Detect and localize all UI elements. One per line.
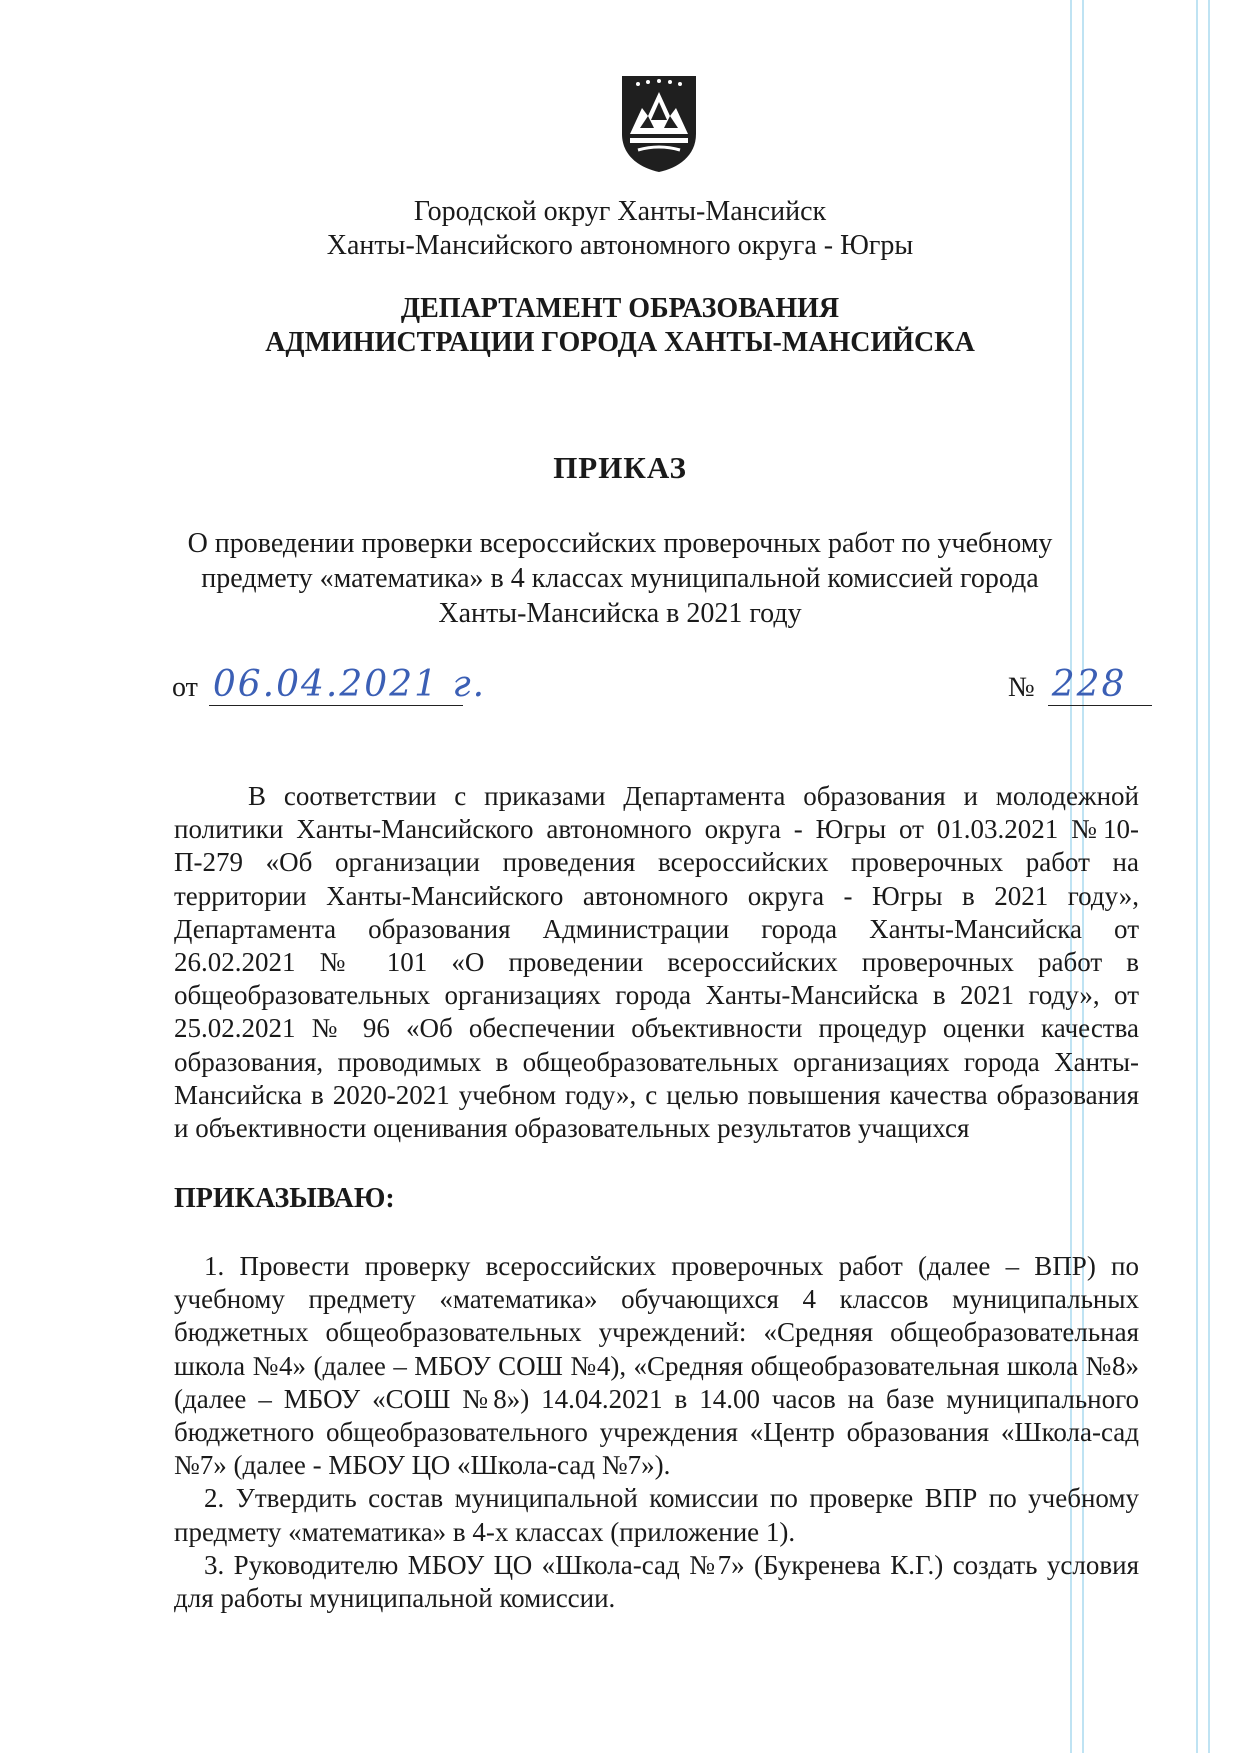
number-prefix: № — [1008, 672, 1035, 703]
subject-line: Ханты-Мансийска в 2021 году — [438, 598, 802, 629]
number-handwritten: 228 — [1048, 664, 1152, 706]
order-heading: ПРИКАЗЫВАЮ: — [174, 1183, 395, 1214]
subject-line: О проведении проверки всероссийских проверочных работ по учебному — [187, 528, 1053, 559]
region-name: Ханты-Мансийского автономного округа - Югры — [326, 230, 914, 261]
department-title: ДЕПАРТАМЕНТ ОБРАЗОВАНИЯ — [400, 293, 840, 324]
coat-of-arms-icon — [618, 72, 700, 174]
order-item: 2. Утвердить состав муниципальной комиссии по проверке ВПР по учебному предмету «математика» в 4-х классах (приложение 1). — [174, 1483, 1139, 1547]
preamble-paragraph: В соответствии с приказами Департамента образования и молодежной политики Ханты-Мансийского автономного округа - Югры от 01.03.2021 №10-П-279 «Об организации проведения всероссийских проверочных работ на территории Ханты-Мансийского автономного округа - Югры в 2021 году», Департамента образования Администрации города Ханты-Мансийска от 26.02.2021 № 101 «О проведении всероссийских проверочных работ в общеобразовательных организациях города Ханты-Мансийска в 2021 году», от 25.02.2021 № 96 «Об обеспечении объективности процедур оценки качества образования, проводимых в общеобразовательных организациях города Ханты-Мансийска в 2020-2021 учебном году», с целью повышения качества образования и объективности оценивания образовательных результатов учащихся — [174, 781, 1139, 1144]
number-row — [1008, 664, 1152, 706]
document-type: ПРИКАЗ — [553, 450, 687, 485]
document-subject — [150, 526, 1090, 631]
department-subtitle: АДМИНИСТРАЦИИ ГОРОДА ХАНТЫ-МАНСИЙСКА — [265, 327, 975, 358]
date-handwritten: 06.04.2021 г. — [209, 664, 463, 706]
date-prefix: от — [172, 672, 198, 703]
order-item: 3. Руководителю МБОУ ЦО «Школа-сад №7» (Букренева К.Г.) создать условия для работы муниципальной комиссии. — [174, 1549, 1139, 1614]
municipality-name: Городской округ Ханты-Мансийск — [413, 196, 827, 227]
subject-line: предмету «математика» в 4 классах муниципальной комиссией города — [201, 563, 1039, 594]
order-items — [174, 1250, 1139, 1615]
order-item: 1. Провести проверку всероссийских проверочных работ (далее – ВПР) по учебному предмету «математика» обучающихся 4 классов муниципальных бюджетных общеобразовательных учреждений: «Средняя общеобразовательная школа №4» (далее – МБОУ СОШ №4), «Средняя общеобразовательная школа №8» (далее – МБОУ «СОШ №8») 14.04.2021 в 14.00 часов на базе муниципального бюджетного общеобразовательного учреждения «Центр образования «Школа-сад №7» (далее - МБОУ ЦО «Школа-сад №7»). — [174, 1251, 1139, 1481]
date-row — [172, 664, 487, 706]
